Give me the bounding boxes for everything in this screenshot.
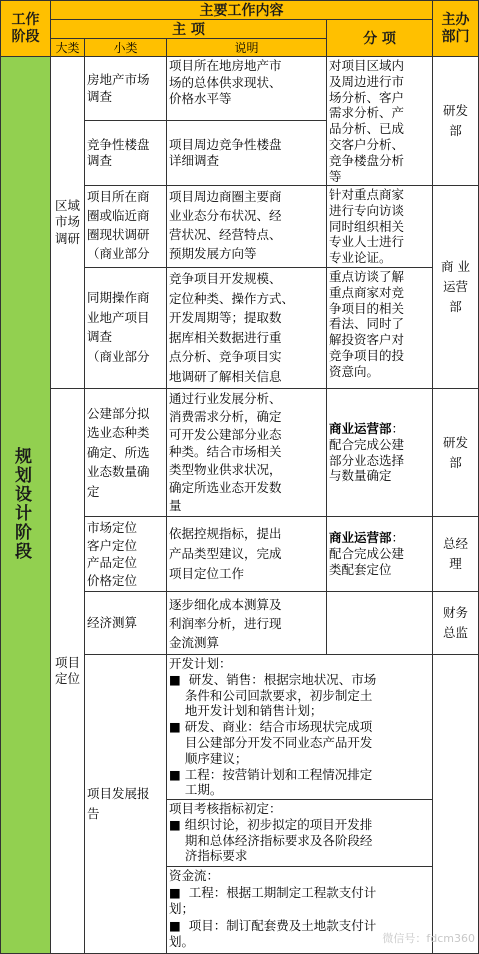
category-market-research: 区域 市场 调研 xyxy=(51,57,85,389)
department-business-operations: 商 业 运营 部 xyxy=(433,186,479,389)
row-description: 项目周边竞争性楼盘 详细调查 xyxy=(167,121,327,186)
row-description: 通过行业发展分析、 消费需求分析，确定 可开发公建部分业态 种类。结合市场相关 类型物业供求状况， 确定所选业态开发数 量 xyxy=(167,389,327,517)
sub-item-text: ： 配合完成公建 部分业态选择 与数量确定 xyxy=(329,420,405,484)
row-description: 项目所在地房地产市 场的总体供求现状、 价格水平等 xyxy=(167,57,327,121)
header-sub-item: 分 项 xyxy=(327,20,433,57)
row-description: 逐步细化成本测算及 利润率分析，进行现 金流测算 xyxy=(167,592,327,655)
watermark: 微信号：fdcm360 xyxy=(382,932,475,945)
department-finance: 财务 总监 xyxy=(433,592,479,655)
header-main-content: 主要工作内容 xyxy=(51,0,433,20)
report-plan-item: ■ 工程：按营销计划和工程情况排定 工期。 xyxy=(169,766,373,798)
report-plan-item: ■ 研发、商业：结合市场现状完成项 目公建部分开发不同业态产品开发 顺序建议； xyxy=(169,719,373,766)
report-development-plan xyxy=(167,655,433,800)
row-description: 项目周边商圈主要商 业业态分布状况、经 营状况、经营特点、 预期发展方向等 xyxy=(167,186,327,268)
sub-item-market-analysis: 对项目区域内 及周边进行市 场分析、客户 需求分析、产 品分析、已成 交客户分析、 竞争楼盘分析 等 xyxy=(327,57,433,186)
department-general-manager: 总经 理 xyxy=(433,517,479,592)
stage-label: 规 划 设 计 阶 段 xyxy=(15,447,36,562)
row-small-category: 房地产市场 调查 xyxy=(85,57,167,121)
report-cash-item: ■ 工程：根据工期制定工程款支付计 划； xyxy=(169,884,377,916)
sub-item-positioning xyxy=(327,517,433,592)
report-kpi-item: ■ 组织讨论，初步拟定的项目开发排 期和总体经济指标要求及各阶段经 济指标要求 xyxy=(169,816,373,864)
header-stage: 工作 阶段 xyxy=(0,0,51,57)
row-description: 依据控规指标，提出 产品类型建议，完成 项目定位工作 xyxy=(167,517,327,592)
header-big-category: 大类 xyxy=(51,39,85,57)
sub-item-dept-name: 商业运营部 xyxy=(329,530,392,546)
header-small-category: 小类 xyxy=(85,39,167,57)
category-project-positioning: 项目 定位 xyxy=(51,389,85,954)
report-plan-title: 开发计划： xyxy=(169,656,232,671)
row-small-category: 公建部分拟 选业态种类 确定、所选 业态数量确 定 xyxy=(85,389,167,517)
stage-cell xyxy=(0,57,51,954)
report-plan-item: ■ 研发、销售：根据宗地状况、市场 条件和公司回款要求，初步制定土 地开发计划和销售计划； xyxy=(169,671,377,719)
department-empty xyxy=(433,655,479,954)
sub-item-dept-name: 商业运营部 xyxy=(329,420,392,436)
report-kpi-title: 项目考核指标初定： xyxy=(169,801,282,816)
row-description: 竞争项目开发规模、 定位种类、操作方式、 开发周期等；提取数 据库相关数据进行重 点分析、竞争项目实 地调研了解相关信息 xyxy=(167,268,327,389)
header-description: 说明 xyxy=(167,39,327,57)
report-cash-item: ■ 项目：制订配套费及土地款支付计 划。 xyxy=(169,917,377,949)
row-small-category: 竞争性楼盘 调查 xyxy=(85,121,167,186)
report-kpi xyxy=(167,800,433,867)
report-cash-title: 资金流： xyxy=(169,868,220,883)
header-department: 主办 部门 xyxy=(433,0,479,57)
header-main-item: 主 项 xyxy=(51,20,327,39)
sub-item-empty xyxy=(327,592,433,655)
sub-item-competitor-interview: 重点访谈了解 重点商家对竞 争项目的相关 看法、同时了 解投资客户对 竞争项目的投 资意向。 xyxy=(327,268,433,389)
sub-item-text: ： 配合完成公建 类配套定位 xyxy=(329,530,405,577)
department-rd: 研发 部 xyxy=(433,57,479,186)
department-rd: 研发 部 xyxy=(433,389,479,517)
row-small-category: 经济测算 xyxy=(85,592,167,655)
row-small-category: 项目所在商 圈或临近商 圈现状调研 （商业部分 xyxy=(85,186,167,268)
row-small-category: 同期操作商 业地产项目 调查 （商业部分 xyxy=(85,268,167,389)
row-small-category: 市场定位 客户定位 产品定位 价格定位 xyxy=(85,517,167,592)
sub-item-merchant-interview: 针对重点商家 进行专向访谈 同时组织相关 专业人士进行 专业论证。 xyxy=(327,186,433,268)
row-small-category: 项目发展报 告 xyxy=(85,655,167,954)
sub-item-public-format xyxy=(327,389,433,517)
